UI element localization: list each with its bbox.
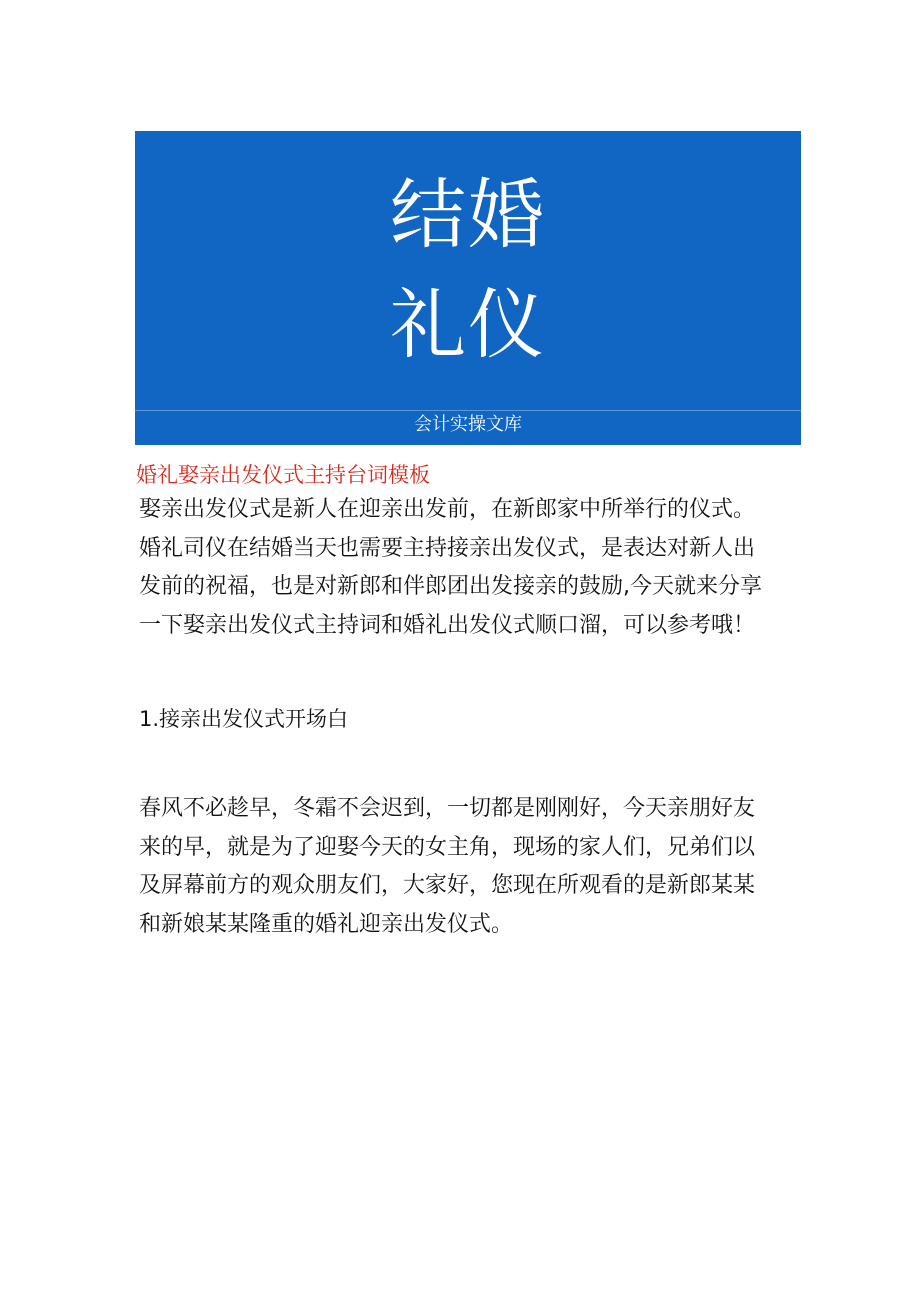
intro-line: 婚礼司仪在结婚当天也需要主持接亲出发仪式，是表达对新人出 — [139, 535, 756, 561]
banner-title-line1: 结婚 — [390, 170, 546, 259]
opening-line: 和新娘某某隆重的婚礼迎亲出发仪式。 — [139, 911, 514, 937]
intro-line: 发前的祝福，也是对新郎和伴郎团出发接亲的鼓励,今天就来分享 — [139, 574, 762, 599]
banner-footer-label: 会计实操文库 — [414, 414, 522, 435]
opening-line: 春风不必趁早，冬霜不会迟到，一切都是刚刚好，今天亲朋好友 — [139, 796, 756, 821]
intro-line: 一下娶亲出发仪式主持词和婚礼出发仪式顺口溜，可以参考哦！ — [139, 612, 756, 638]
banner-divider — [135, 410, 801, 411]
banner-title-line2: 礼仪 — [390, 280, 546, 369]
intro-paragraph — [139, 491, 762, 645]
cover-banner — [135, 131, 801, 445]
opening-line: 及屏幕前方的观众朋友们，大家好，您现在所观看的是新郎某某 — [139, 873, 756, 898]
opening-line: 来的早，就是为了迎娶今天的女主角，现场的家人们，兄弟们以 — [139, 834, 756, 860]
section-heading: 1.接亲出发仪式开场白 — [139, 707, 349, 731]
intro-line: 娶亲出发仪式是新人在迎亲出发前，在新郎家中所举行的仪式。 — [139, 497, 756, 522]
document-title: 婚礼娶亲出发仪式主持台词模板 — [136, 463, 430, 487]
opening-paragraph — [139, 790, 755, 944]
